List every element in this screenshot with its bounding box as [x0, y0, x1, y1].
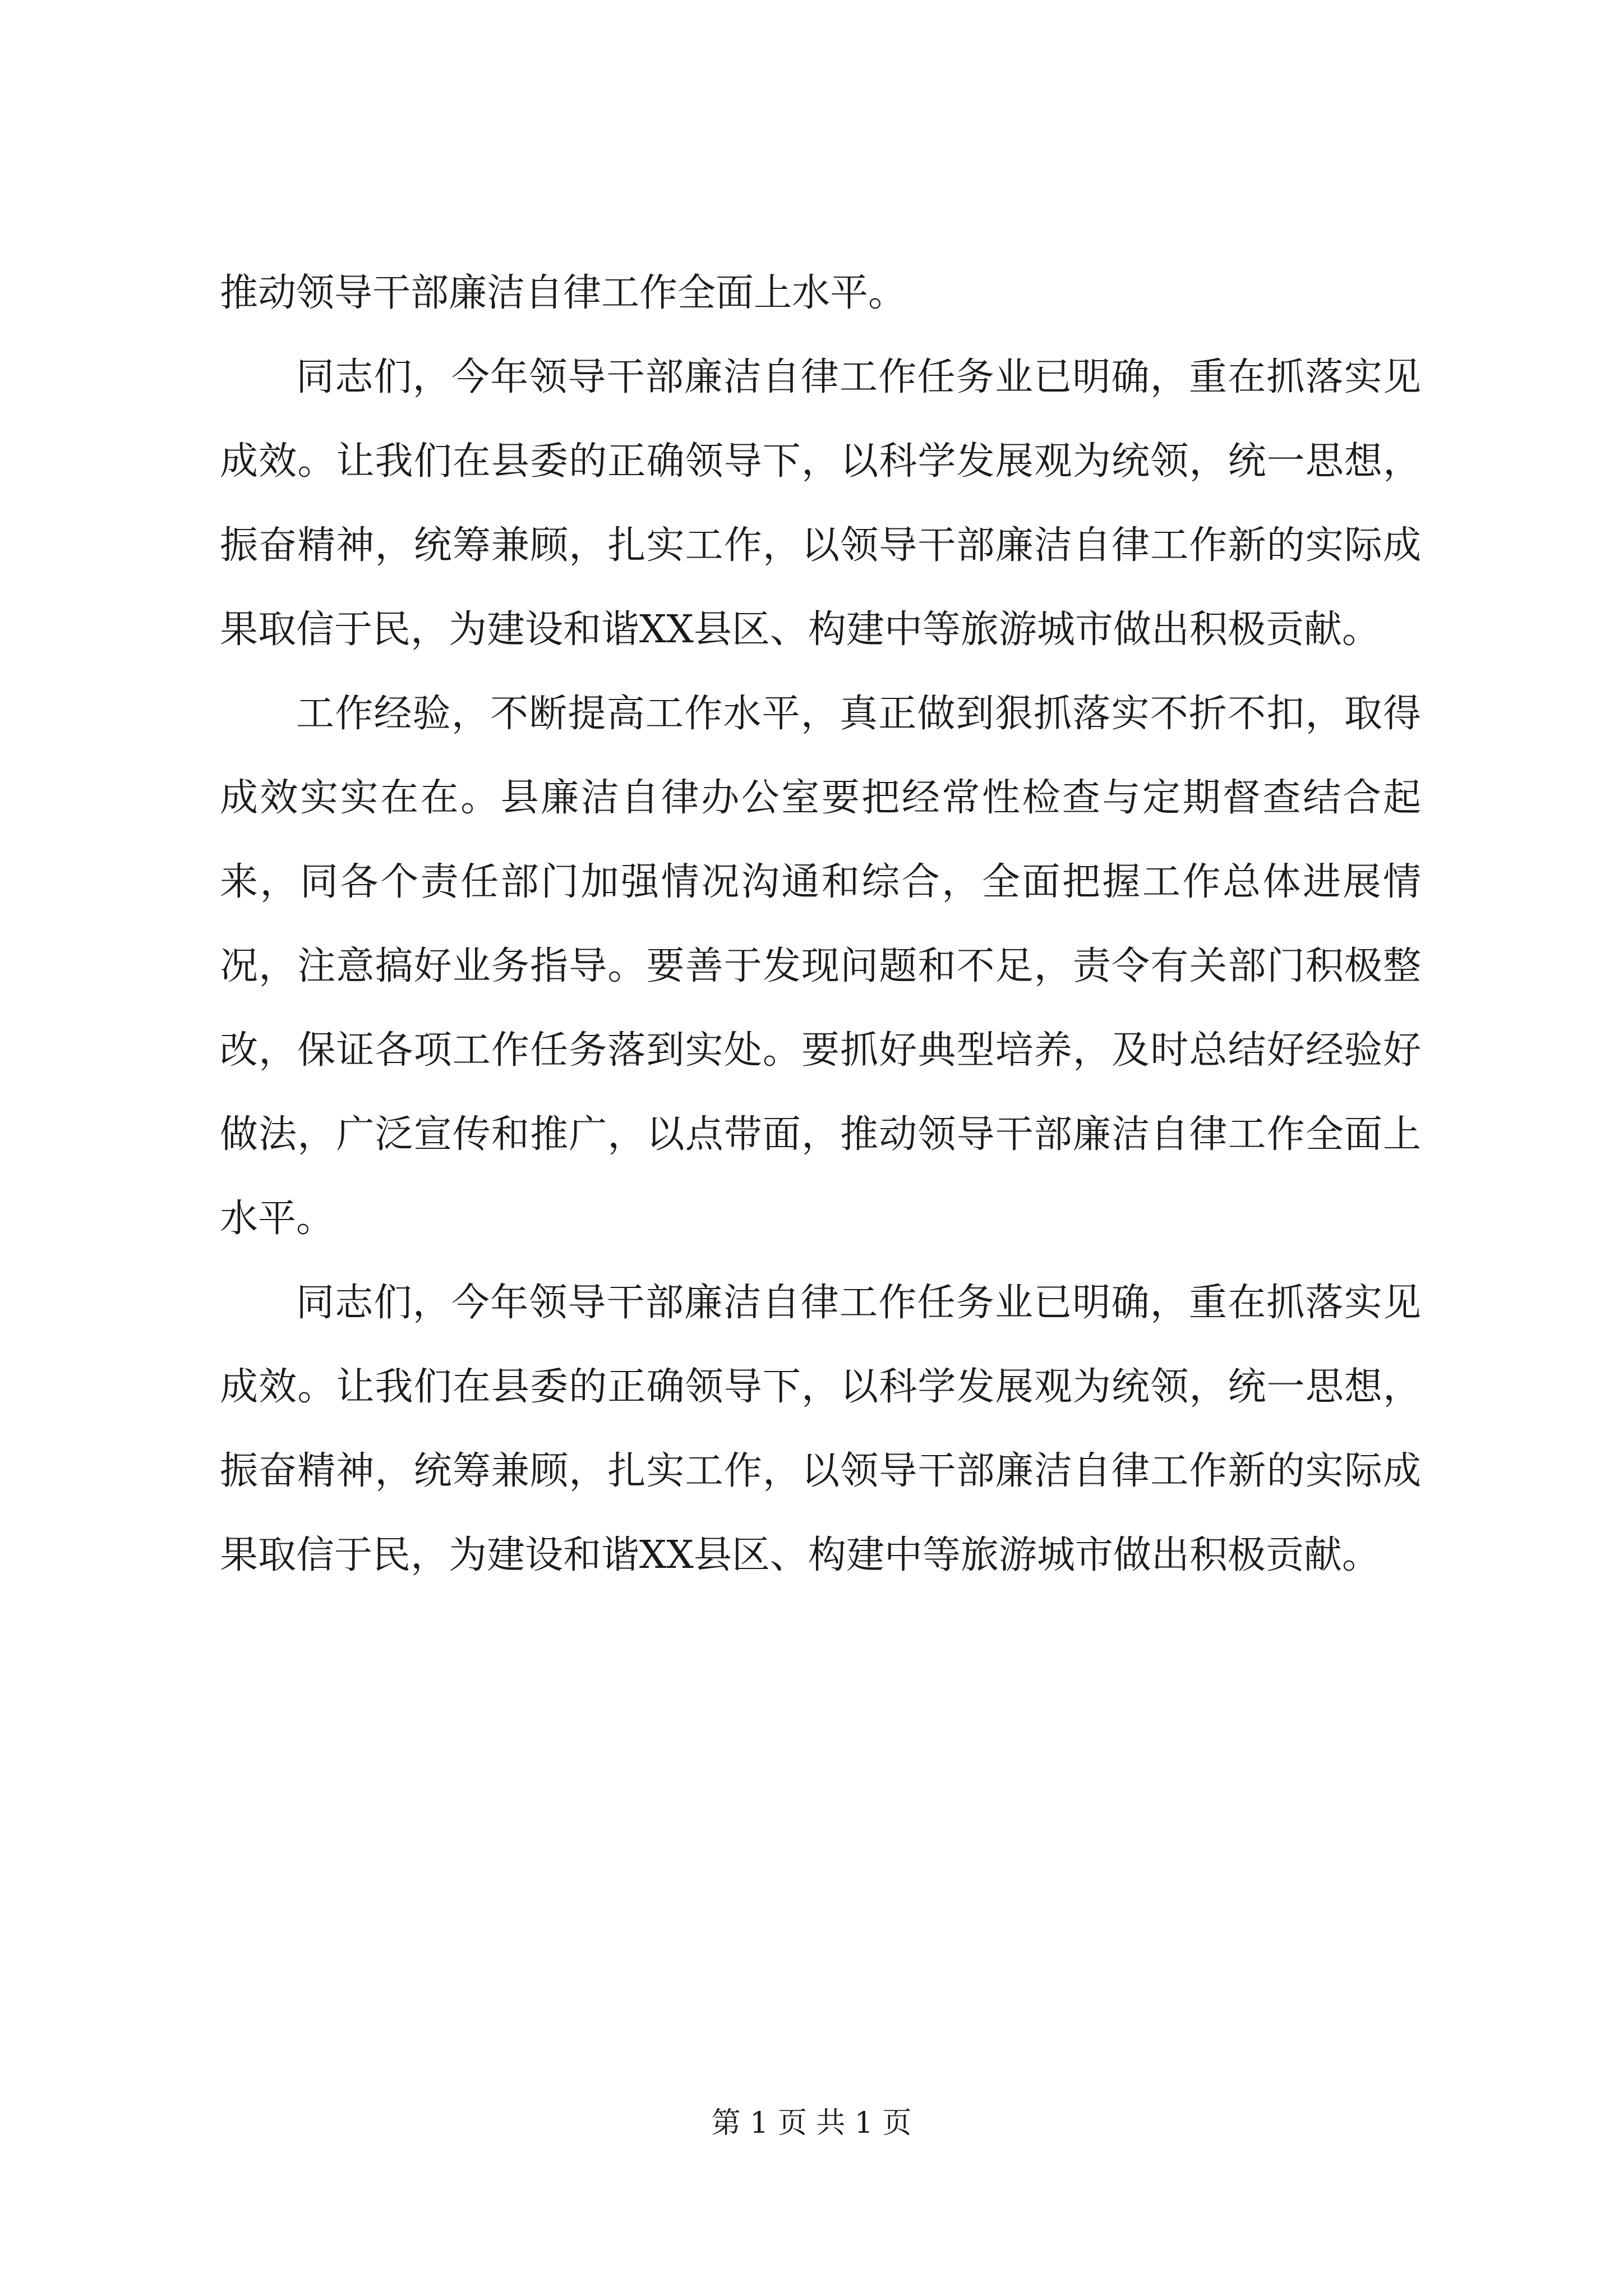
page-number-footer: 第 1 页 共 1 页 — [711, 2106, 912, 2140]
paragraph: 同志们，今年领导干部廉洁自律工作任务业已明确，重在抓落实见成效。让我们在县委的正确领导下，以科学发展观为统领，统一思想，振奋精神，统筹兼顾，扎实工作，以领导干部廉洁自律工作新的实际成果取信于民，为建设和谐XX县区、构建中等旅游城市做出积极贡献。 — [220, 355, 1421, 652]
paragraph: 工作经验，不断提高工作水平，真正做到狠抓落实不折不扣，取得成效实实在在。县廉洁自律办公室要把经常性检查与定期督查结合起来，同各个责任部门加强情况沟通和综合，全面把握工作总体进展情况，注意搞好业务指导。要善于发现问题和不足，责令有关部门积极整改，保证各项工作任务落到实处。要抓好典型培养，及时总结好经验好做法，广泛宣传和推广，以点带面，推动领导干部廉洁自律工作全面上水平。 — [220, 692, 1421, 1241]
document-body — [220, 251, 1421, 1598]
paragraph: 同志们，今年领导干部廉洁自律工作任务业已明确，重在抓落实见成效。让我们在县委的正确领导下，以科学发展观为统领，统一思想，振奋精神，统筹兼顾，扎实工作，以领导干部廉洁自律工作新的实际成果取信于民，为建设和谐XX县区、构建中等旅游城市做出积极贡献。 — [220, 1281, 1421, 1577]
paragraph-continuation: 推动领导干部廉洁自律工作全面上水平。 — [220, 271, 907, 315]
